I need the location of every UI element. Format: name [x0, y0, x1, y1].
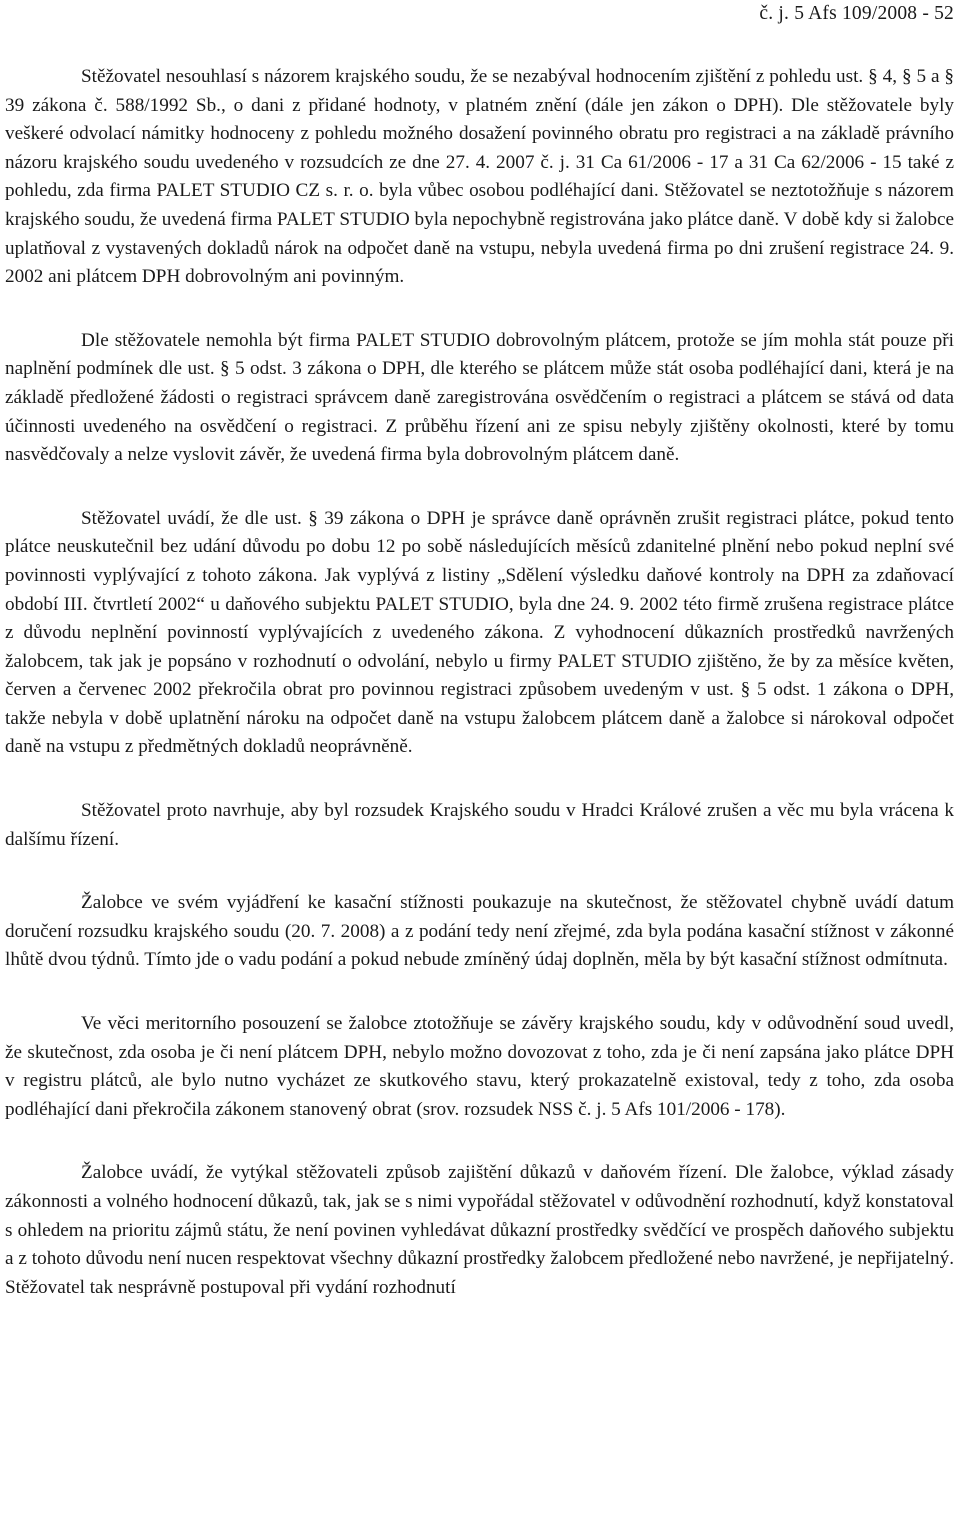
paragraph-6: Ve věci meritorního posouzení se žalobce ztotožňuje se závěry krajského soudu, kdy v odůvodnění soud uvedl, že skutečnost, zda osoba je či není plátcem DPH, nebylo možno dovozovat z toho, zda je či není zapsána jako plátce DPH v registru plátců, ale bylo nutno vycházet ze skutkového stavu, který prokazatelně existoval, tedy z toho, zda osoba podléhající dani překročila zákonem stanovený obrat (srov. rozsudek NSS č. j. 5 Afs 101/2006 - 178). [5, 1013, 954, 1120]
case-number-header: č. j. 5 Afs 109/2008 - 52 [759, 3, 954, 24]
paragraph-5: Žalobce ve svém vyjádření ke kasační stížnosti poukazuje na skutečnost, že stěžovatel chybně uvádí datum doručení rozsudku krajského soudu (20. 7. 2008) a z podání tedy není zřejmé, zda byla podána kasační stížnost v zákonné lhůtě dvou týdnů. Tímto jde o vadu podání a pokud nebude zmíněný údaj doplněn, měla by být kasační stížnost odmítnuta. [5, 892, 954, 971]
paragraph-4: Stěžovatel proto navrhuje, aby byl rozsudek Krajského soudu v Hradci Králové zrušen a věc mu byla vrácena k dalšímu řízení. [5, 800, 954, 850]
paragraph-3: Stěžovatel uvádí, že dle ust. § 39 zákona o DPH je správce daně oprávněn zrušit registraci plátce, pokud tento plátce neuskutečnil bez udání důvodu po dobu 12 po sobě následujících měsíců zdanitelné plnění nebo pokud neplní své povinnosti vyplývající z tohoto zákona. Jak vyplývá z listiny „Sdělení výsledku daňové kontroly na DPH za zdaňovací období III. čtvrtletí 2002“ u daňového subjektu PALET STUDIO, byla dne 24. 9. 2002 této firmě zrušena registrace plátce z důvodu neplnění povinností vyplývajících z uvedeného zákona. Z vyhodnocení důkazních prostředků navržených žalobcem, tak jak je popsáno v rozhodnutí o odvolání, nebylo u firmy PALET STUDIO zjištěno, že by za měsíce květen, červen a červenec 2002 překročila obrat pro povinnou registraci způsobem uvedeným v ust. § 5 odst. 1 zákona o DPH, takže nebyla v době uplatnění nároku na odpočet daně na vstupu žalobcem plátcem daně a žalobce si nárokoval odpočet daně na vstupu z předmětných dokladů neoprávněně. [5, 507, 954, 758]
paragraph-2: Dle stěžovatele nemohla být firma PALET STUDIO dobrovolným plátcem, protože se jím mohla stát pouze při naplnění podmínek dle ust. § 5 odst. 3 zákona o DPH, dle kterého se plátcem může stát osoba podléhající dani, která je na základě předložené žádosti o registraci správcem daně zaregistrována osvědčením o registraci a plátcem se stává od data účinnosti uvedeného na osvědčení o registraci. Z průběhu řízení ani ze spisu nebyly zjištěny okolnosti, které by tomu nasvědčovaly a nelze vyslovit závěr, že uvedená firma byla dobrovolným plátcem daně. [5, 329, 954, 466]
paragraph-7: Žalobce uvádí, že vytýkal stěžovateli způsob zajištění důkazů v daňovém řízení. Dle žalobce, výklad zásady zákonnosti a volného hodnocení důkazů, tak, jak se s nimi vypořádal stěžovatel v odůvodnění rozhodnutí, když konstatoval s ohledem na prioritu zájmů státu, že není povinen vyhledávat důkazní prostředky svědčící ve prospěch daňového subjektu a z tohoto důvodu není nucen respektovat všechny důkazní prostředky žalobcem předložené nebo navržené, je nepřijatelný. Stěžovatel tak nesprávně postupoval při vydání rozhodnutí [5, 1162, 954, 1298]
document-body [5, 63, 954, 1302]
paragraph-1: Stěžovatel nesouhlasí s názorem krajského soudu, že se nezabýval hodnocením zjištění z pohledu ust. § 4, § 5 a § 39 zákona č. 588/1992 Sb., o dani z přidané hodnoty, v platném znění (dále jen zákon o DPH). Dle stěžovatele byly veškeré odvolací námitky hodnoceny z pohledu možného dosažení povinného obratu pro registraci a na základě právního názoru krajského soudu uvedeného v rozsudcích ze dne 27. 4. 2007 č. j. 31 Ca 61/2006 - 17 a 31 Ca 62/2006 - 15 také z pohledu, zda firma PALET STUDIO CZ s. r. o. byla vůbec osobou podléhající dani. Stěžovatel se neztotožňuje s názorem krajského soudu, že uvedená firma PALET STUDIO byla nepochybně registrována jako plátce daně. V době kdy si žalobce uplatňoval z vystavených dokladů nárok na odpočet daně na vstupu, nebyla uvedená firma po dni zrušení registrace 24. 9. 2002 ani plátcem DPH dobrovolným ani povinným. [5, 66, 954, 288]
